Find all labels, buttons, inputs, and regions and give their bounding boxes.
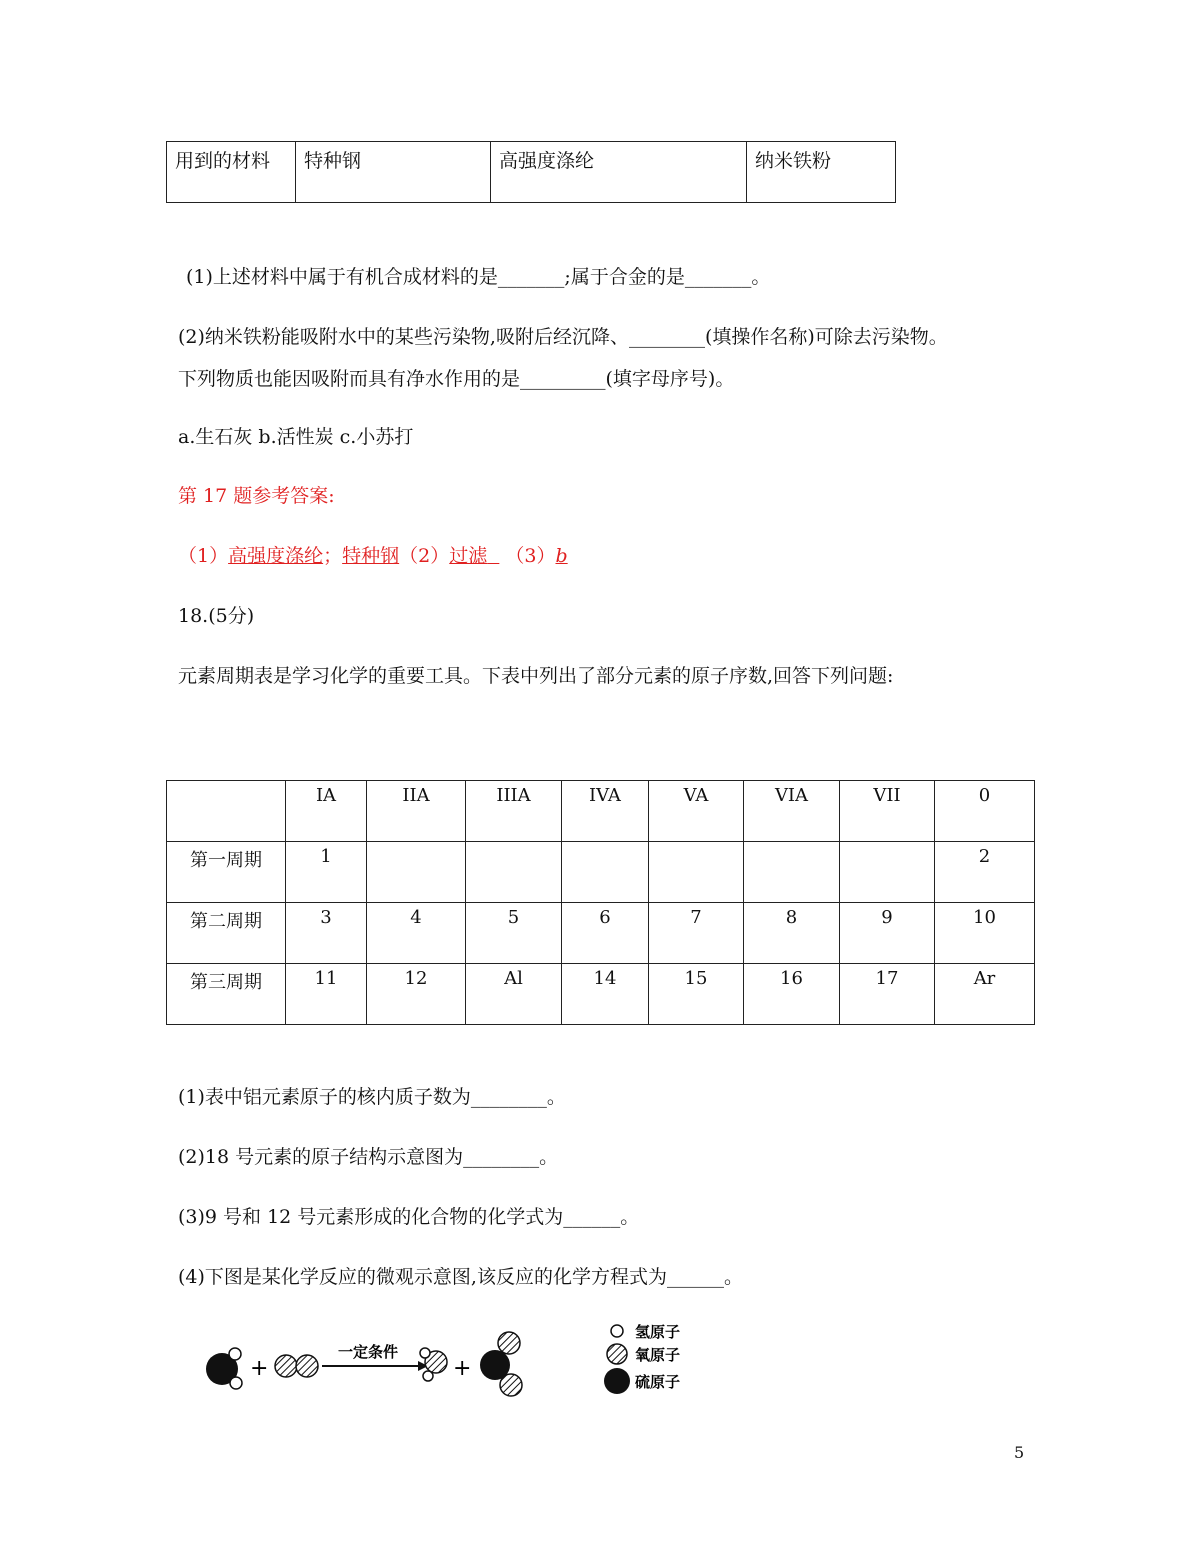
material-cell: 高强度涤纶 bbox=[491, 142, 747, 203]
reaction-arrow-icon bbox=[322, 1361, 428, 1371]
q17-answer-title: 第 17 题参考答案: bbox=[178, 485, 335, 507]
answer-sep: ； bbox=[323, 545, 343, 567]
legend-label: 硫原子 bbox=[635, 1373, 681, 1391]
answer-3: 过滤 bbox=[449, 545, 488, 567]
table-row bbox=[167, 903, 1035, 964]
table-header-cell bbox=[167, 781, 286, 842]
q17-sub2-line1: (2)纳米铁粉能吸附水中的某些污染物,吸附后经沉降、________(填操作名称)可除去污染物。 bbox=[178, 326, 948, 348]
table-header-cell: IIIA bbox=[466, 781, 562, 842]
table-cell: 3 bbox=[286, 903, 367, 964]
table-cell bbox=[840, 842, 935, 903]
q18-sub1: (1)表中铝元素原子的核内质子数为________。 bbox=[178, 1086, 566, 1108]
table-cell bbox=[744, 842, 840, 903]
table-cell bbox=[367, 842, 466, 903]
q17-sub1: (1)上述材料中属于有机合成材料的是_______;属于合金的是_______。 bbox=[186, 266, 771, 288]
table-cell bbox=[562, 842, 649, 903]
table-cell: 5 bbox=[466, 903, 562, 964]
q18-sub4: (4)下图是某化学反应的微观示意图,该反应的化学方程式为______。 bbox=[178, 1266, 743, 1288]
answer-2: 特种钢 bbox=[342, 545, 400, 567]
table-cell bbox=[466, 842, 562, 903]
plus-icon: + bbox=[250, 1356, 269, 1381]
table-cell: 14 bbox=[562, 964, 649, 1025]
material-cell: 特种钢 bbox=[296, 142, 491, 203]
row-header: 第三周期 bbox=[167, 964, 286, 1025]
q17-sub2-line2: 下列物质也能因吸附而具有净水作用的是_________(填字母序号)。 bbox=[178, 368, 735, 390]
table-cell bbox=[649, 842, 744, 903]
so2-molecule bbox=[480, 1332, 522, 1396]
periodic-table bbox=[166, 780, 1035, 1025]
table-cell: 2 bbox=[935, 842, 1035, 903]
answer-1: 高强度涤纶 bbox=[228, 545, 324, 567]
table-cell: 16 bbox=[744, 964, 840, 1025]
q18-sub2: (2)18 号元素的原子结构示意图为________。 bbox=[178, 1146, 559, 1168]
oxygen-atom-icon bbox=[607, 1344, 627, 1364]
answer-4: b bbox=[555, 545, 568, 567]
o2-molecule bbox=[275, 1355, 318, 1377]
q18-intro: 元素周期表是学习化学的重要工具。下表中列出了部分元素的原子序数,回答下列问题: bbox=[178, 665, 894, 687]
legend-label: 氢原子 bbox=[635, 1323, 681, 1341]
table-cell: 10 bbox=[935, 903, 1035, 964]
table-cell: 11 bbox=[286, 964, 367, 1025]
legend-label: 氧原子 bbox=[635, 1346, 681, 1364]
material-cell: 纳米铁粉 bbox=[747, 142, 896, 203]
reaction-diagram bbox=[170, 1315, 730, 1405]
table-header-cell: 0 bbox=[935, 781, 1035, 842]
table-cell: 12 bbox=[367, 964, 466, 1025]
q17-answer bbox=[178, 542, 568, 570]
table-header-cell: IVA bbox=[562, 781, 649, 842]
table-cell: 9 bbox=[840, 903, 935, 964]
answer-part-2: （2） bbox=[399, 545, 450, 567]
answer-part-1: （1） bbox=[178, 545, 229, 567]
hydrogen-atom-icon bbox=[611, 1325, 623, 1337]
table-header-cell: IIA bbox=[367, 781, 466, 842]
materials-table bbox=[166, 141, 896, 203]
table-cell: 15 bbox=[649, 964, 744, 1025]
table-cell: 17 bbox=[840, 964, 935, 1025]
plus-icon: + bbox=[453, 1356, 472, 1381]
reaction-condition: 一定条件 bbox=[338, 1343, 399, 1361]
diagram-legend bbox=[604, 1323, 680, 1394]
sulfur-atom-icon bbox=[604, 1368, 630, 1394]
table-cell: 7 bbox=[649, 903, 744, 964]
table-header-cell: VIA bbox=[744, 781, 840, 842]
table-row bbox=[167, 842, 1035, 903]
table-cell: Ar bbox=[935, 964, 1035, 1025]
table-cell: 6 bbox=[562, 903, 649, 964]
materials-header: 用到的材料 bbox=[167, 142, 296, 203]
row-header: 第二周期 bbox=[167, 903, 286, 964]
h2s-molecule bbox=[206, 1348, 242, 1389]
table-cell: Al bbox=[466, 964, 562, 1025]
table-header-cell: IA bbox=[286, 781, 367, 842]
table-header-row bbox=[167, 781, 1035, 842]
row-header: 第一周期 bbox=[167, 842, 286, 903]
answer-part-3: （3） bbox=[505, 545, 556, 567]
q18-number: 18.(5分) bbox=[178, 605, 255, 627]
page-number: 5 bbox=[1014, 1443, 1025, 1462]
table-cell: 4 bbox=[367, 903, 466, 964]
table-header-cell: VA bbox=[649, 781, 744, 842]
q18-sub3: (3)9 号和 12 号元素形成的化合物的化学式为______。 bbox=[178, 1206, 640, 1228]
table-row bbox=[167, 964, 1035, 1025]
q17-options: a.生石灰 b.活性炭 c.小苏打 bbox=[178, 426, 414, 448]
table-cell: 8 bbox=[744, 903, 840, 964]
table-cell: 1 bbox=[286, 842, 367, 903]
table-header-cell: VII bbox=[840, 781, 935, 842]
